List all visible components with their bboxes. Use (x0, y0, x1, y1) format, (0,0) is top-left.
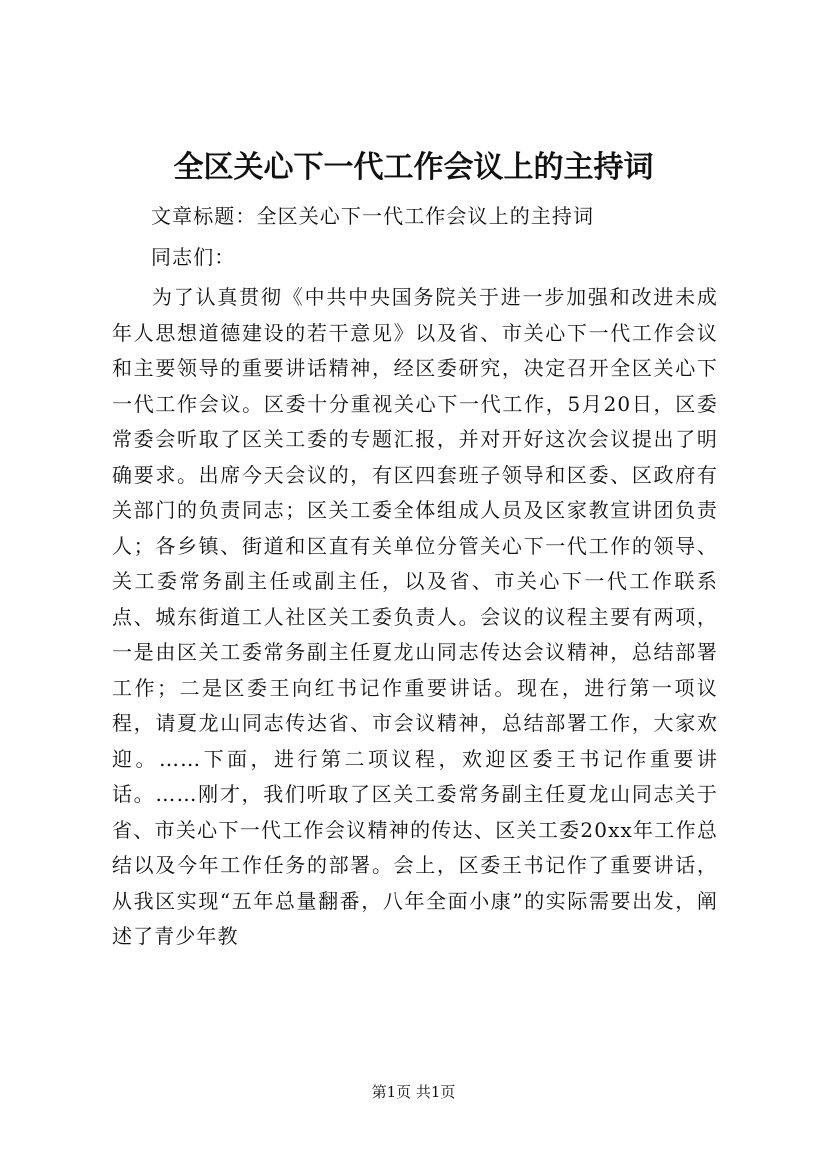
document-title: 全区关心下一代工作会议上的主持词 (173, 150, 654, 185)
body-paragraph: 为了认真贯彻《中共中央国务院关于进一步加强和改进未成年人思想道德建设的若干意见》以及省、市关心下一代工作会议和主要领导的重要讲话精神，经区委研究，决定召开全区关心下一代工作会议。区委十分重视关心下一代工作，5月20日，区委常委会听取了区关工委的专题汇报，并对开好这次会议提出了明确要求。出席今天会议的，有区四套班子领导和区委、区政府有关部门的负责同志；区关工委全体组成人员及区家教宣讲团负责人；各乡镇、街道和区直有关单位分管关心下一代工作的领导、关工委常务副主任或副主任，以及省、市关心下一代工作联系点、城东街道工人社区关工委负责人。会议的议程主要有两项，一是由区关工委常务副主任夏龙山同志传达会议精神，总结部署工作；二是区委王向红书记作重要讲话。现在，进行第一项议程，请夏龙山同志传达省、市会议精神，总结部署工作，大家欢迎。……下面，进行第二项议程，欢迎区委王书记作重要讲话。……刚才，我们听取了区关工委常务副主任夏龙山同志关于省、市关心下一代工作会议精神的传达、区关工委20xx年工作总结以及今年工作任务的部署。会上，区委王书记作了重要讲话，从我区实现“五年总量翻番，八年全面小康”的实际需要出发，阐述了青少年教 (112, 285, 718, 948)
article-title-line: 文章标题：全区关心下一代工作会议上的主持词 (151, 204, 595, 228)
page-footer: 第1页 共1页 (371, 1083, 456, 1101)
salutation: 同志们： (151, 245, 236, 269)
